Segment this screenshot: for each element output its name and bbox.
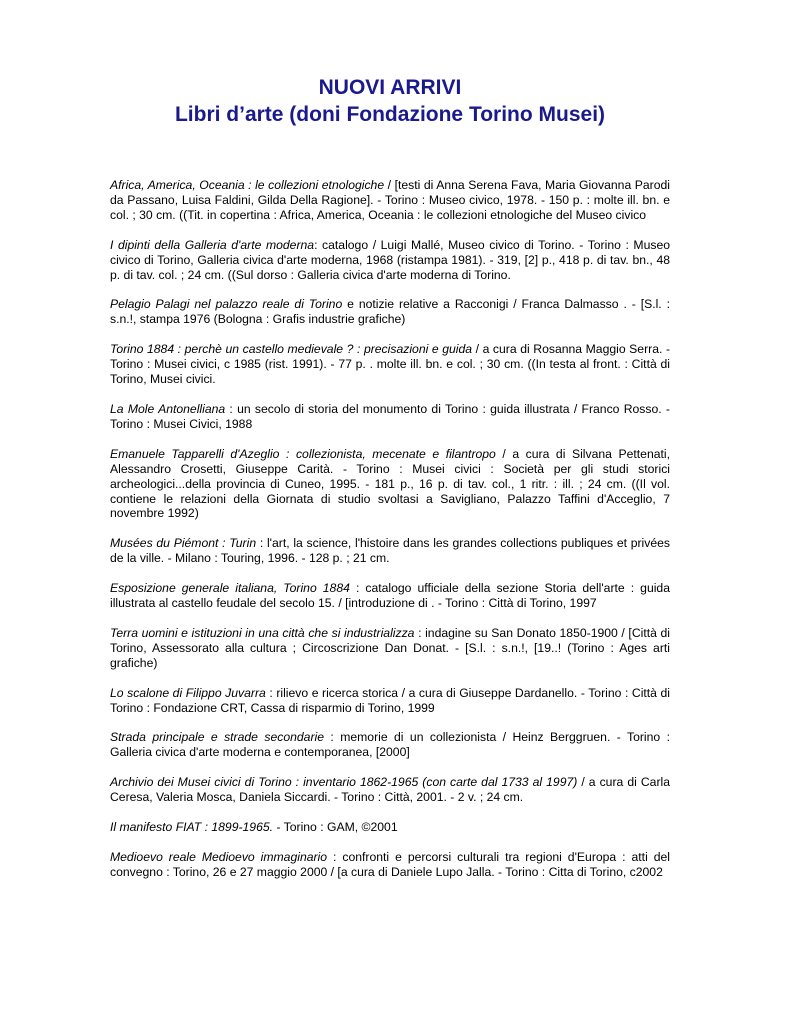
entry-details: e notizie relative a Racconigi / Franca Dalmasso . - [S.l. : s.n.!, stampa 1976 (Bologna : Grafis industrie grafiche) <box>110 297 670 327</box>
list-item <box>110 536 670 566</box>
entry-details: : un secolo di storia del monumento di Torino : guida illustrata / Franco Rosso. - Torino : Musei Civici, 1988 <box>110 401 670 431</box>
entry-title: Medioevo reale Medioevo immaginario <box>110 850 328 864</box>
entry-details: : memorie di un collezionista / Heinz Berggruen. - Torino : Galleria civica d'arte moderna e contemporanea, [2000] <box>110 730 670 760</box>
entry-title: Pelagio Palagi nel palazzo reale di Torino <box>110 297 343 312</box>
entry-title: Strada principale e strade secondarie <box>110 730 324 745</box>
entry-title: Terra uomini e istituzioni in una città che si industrializza <box>110 625 415 640</box>
entry-details: / a cura di Silvana Pettenati, Alessandro Crosetti, Giuseppe Carità. - Torino : Musei civici : Società per gli studi storici archeologici...della provincia di Cuneo, 1995. - 181 p., 16 p. di tav. col., 1 ritr. : ill. ; 24 cm. ((Il vol. contiene le relazioni della Giornata di studio svoltasi a Savigliano, Palazzo Taffini d'Acceglio, 7 novembre 1992) <box>110 446 670 521</box>
entry-details: / a cura di Carla Ceresa, Valeria Mosca, Daniela Siccardi. - Torino : Città, 2001. - 2 v. ; 24 cm. <box>110 775 670 805</box>
list-item <box>110 342 670 387</box>
list-item <box>110 238 670 283</box>
entry-details: : indagine su San Donato 1850-1900 / [Città di Torino, Assessorato alla cultura ; Circoscrizione Dan Donat. - [S.l. : s.n.!, [19..! (Torino : Ages arti grafiche) <box>110 625 670 670</box>
list-item <box>110 402 670 432</box>
list-item <box>110 686 670 716</box>
entry-details: - Torino : GAM, ©2001 <box>273 820 398 835</box>
entry-details: : confronti e percorsi culturali tra regioni d'Europa : atti del convegno : Torino, 26 e 27 maggio 2000 / [a cura di Daniele Lupo Jalla. - Torino : Citta di Torino, c2002 <box>110 850 671 879</box>
list-item <box>110 850 670 880</box>
list-item <box>110 775 670 805</box>
entry-details: : rilievo e ricerca storica / a cura di Giuseppe Dardanello. - Torino : Città di Torino : Fondazione CRT, Cassa di risparmio di Torino, 1999 <box>110 685 671 715</box>
entry-title: La Mole Antonelliana <box>110 401 226 416</box>
entry-details: : catalogo / Luigi Mallé, Museo civico di Torino. - Torino : Museo civico di Torino, Galleria civica d'arte moderna, 1968 (ristampa 1981). - 319, [2] p., 418 p. di tav. bn., 48 p. di tav. col. ; 24 cm. ((Sul dorso : Galleria civica d'arte moderna di Torino. <box>110 237 671 282</box>
list-item <box>110 297 670 327</box>
page-subtitle: Libri d’arte (doni Fondazione Torino Musei) <box>174 103 606 126</box>
list-item <box>110 820 670 835</box>
entry-title: Archivio dei Musei civici di Torino : inventario 1862-1965 (con carte dal 1733 al 1997) <box>110 775 578 790</box>
page-title: NUOVI ARRIVI <box>318 76 462 99</box>
list-item <box>110 581 670 611</box>
entry-title: Africa, America, Oceania : le collezioni etnologiche <box>110 178 385 192</box>
entry-details: : catalogo ufficiale della sezione Storia dell'arte : guida illustrata al castello feudale del secolo 15. / [introduzione di . - Torino : Città di Torino, 1997 <box>110 581 670 611</box>
list-item <box>110 178 670 223</box>
entry-details: : l'art, la science, l'histoire dans les grandes collections publiques et privées de la ville. - Milano : Touring, 1996. - 128 p. ; 21 cm. <box>110 536 670 566</box>
entry-title: Torino 1884 : perchè un castello medievale ? : precisazioni e guida <box>110 342 473 357</box>
list-item <box>110 626 670 671</box>
entry-title: Lo scalone di Filippo Juvarra <box>110 685 266 700</box>
entry-title: Il manifesto FIAT : 1899-1965. <box>110 820 274 835</box>
list-item <box>110 730 670 760</box>
entry-title: I dipinti della Galleria d'arte moderna <box>110 237 315 252</box>
entry-title: Emanuele Tapparelli d'Azeglio : collezionista, mecenate e filantropo <box>110 446 496 461</box>
title-block <box>110 74 670 128</box>
entry-title: Musées du Piémont : Turin <box>110 536 257 551</box>
list-item <box>110 447 670 522</box>
entry-details: / [testi di Anna Serena Fava, Maria Giovanna Parodi da Passano, Luisa Faldini, Gilda Della Ragione]. - Torino : Museo civico, 1978. - 150 p. : molte ill. bn. e col. ; 30 cm. ((Tit. in copertina : Africa, America, Oceania : le collezioni etnologiche del Museo civico <box>110 178 670 222</box>
entry-title: Esposizione generale italiana, Torino 1884 <box>110 581 350 596</box>
entry-list <box>110 178 670 880</box>
entry-details: / a cura di Rosanna Maggio Serra. - Torino : Musei civici, c 1985 (rist. 1991). - 77 p. . molte ill. bn. e col. ; 30 cm. ((In testa al front. : Città di Torino, Musei civici. <box>110 342 670 387</box>
